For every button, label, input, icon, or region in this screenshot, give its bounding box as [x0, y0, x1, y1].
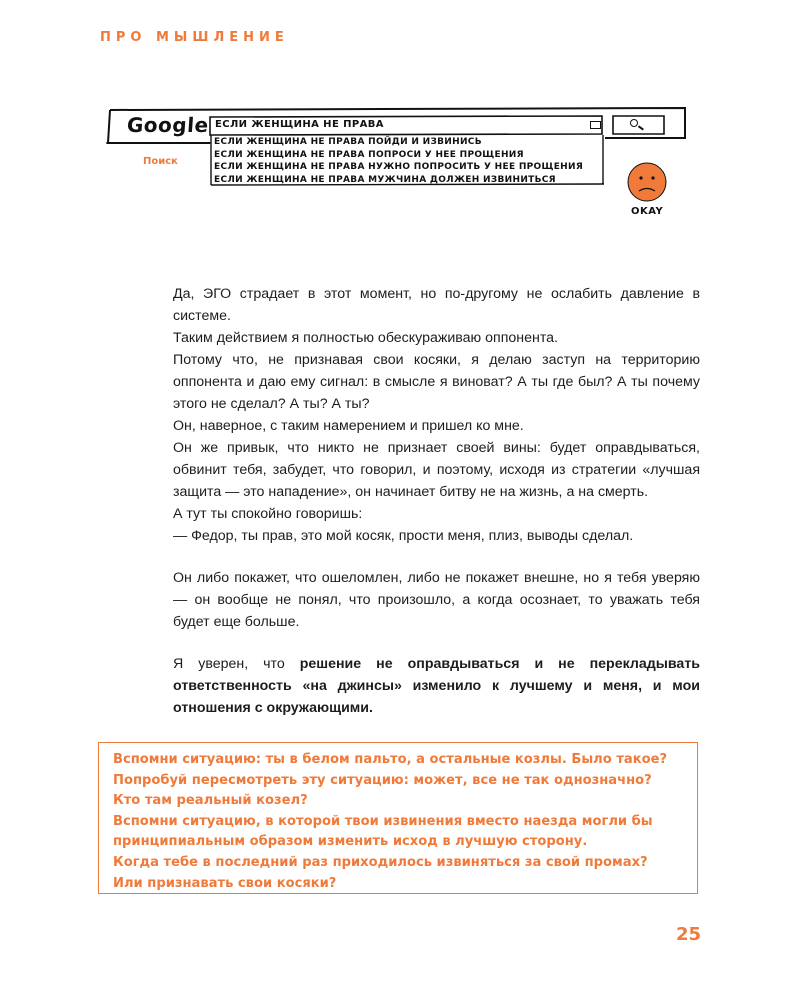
conclusion-lead: Я уверен, что [173, 656, 300, 672]
sad-face-caption: OKAY [631, 206, 664, 217]
google-search-illustration [100, 100, 710, 230]
body-text [173, 283, 700, 719]
callout-line: Когда тебе в последний раз приходилось извиняться за свой промах? [113, 854, 648, 870]
suggestion-item: ЕСЛИ ЖЕНЩИНА НЕ ПРАВА ПОЙДИ И ИЗВИНИСЬ [214, 137, 482, 147]
page-number: 25 [676, 924, 702, 945]
callout-line: Кто там реальный козел? [113, 793, 308, 809]
search-query: ЕСЛИ ЖЕНЩИНА НЕ ПРАВА [215, 119, 384, 130]
running-head: ПРО МЫШЛЕНИЕ [100, 30, 289, 45]
conclusion-paragraph [173, 653, 700, 719]
dialogue-line: — Федор, ты прав, это мой косяк, прости меня, плиз, выводы сделал. [173, 528, 634, 544]
callout-line: принципиальным образом изменить исход в лучшую сторону. [113, 834, 588, 850]
callout-line: Или признавать свои косяки? [113, 875, 337, 891]
callout-line: Вспомни ситуацию: ты в белом пальто, а остальные козлы. Было такое? [113, 752, 668, 767]
search-icon [630, 119, 638, 127]
paragraph: Он либо покажет, что ошеломлен, либо не покажет внешне, но я тебя уверяю — он вообще не понял, что произошло, а когда осознает, то уважать тебя будет еще больше. [173, 570, 700, 630]
paragraph: Он, наверное, с таким намерением и пришел ко мне. [173, 418, 524, 434]
suggestion-item: ЕСЛИ ЖЕНЩИНА НЕ ПРАВА НУЖНО ПОПРОСИТЬ У НЕЕ ПРОЩЕНИЯ [214, 162, 584, 172]
paragraph: Потому что, не признавая свои косяки, я делаю заступ на территорию оппонента и даю ему сигнал: в смысле я виноват? А ты где был? А ты почему этого не сделал? А ты? А ты? [173, 352, 700, 412]
search-tab: Поиск [143, 156, 178, 167]
paragraph: А тут ты спокойно говоришь: [173, 506, 363, 522]
callout-line: Вспомни ситуацию, в которой твои извинения вместо наезда могли бы [113, 813, 653, 829]
suggestion-list [211, 136, 603, 186]
keyboard-icon [590, 121, 601, 129]
suggestion-item: ЕСЛИ ЖЕНЩИНА НЕ ПРАВА ПОПРОСИ У НЕЕ ПРОЩЕНИЯ [214, 149, 524, 160]
google-logo: Google [126, 113, 210, 137]
paragraph: Да, ЭГО страдает в этот момент, но по-другому не ослабить давление в системе. [173, 286, 700, 324]
exercise-callout [98, 742, 698, 894]
conclusion-emphasis: решение не оправдываться и не перекладывать ответственность «на джинсы» изменило к лучшему и меня, и мои отношения с окружающими. [173, 656, 700, 716]
callout-line: Попробуй пересмотреть эту ситуацию: может, все не так однозначно? [113, 772, 652, 788]
suggestion-item: ЕСЛИ ЖЕНЩИНА НЕ ПРАВА МУЖЧИНА ДОЛЖЕН ИЗВИНИТЬСЯ [214, 174, 556, 185]
paragraph: Он же привык, что никто не признает своей вины: будет оправдываться, обвинит тебя, забудет, что говорил, и поэтому, исходя из стратегии «лучшая защита — это нападение», он начинает битву не на жизнь, а на смерть. [173, 440, 700, 500]
paragraph: Таким действием я полностью обескураживаю оппонента. [173, 330, 559, 346]
